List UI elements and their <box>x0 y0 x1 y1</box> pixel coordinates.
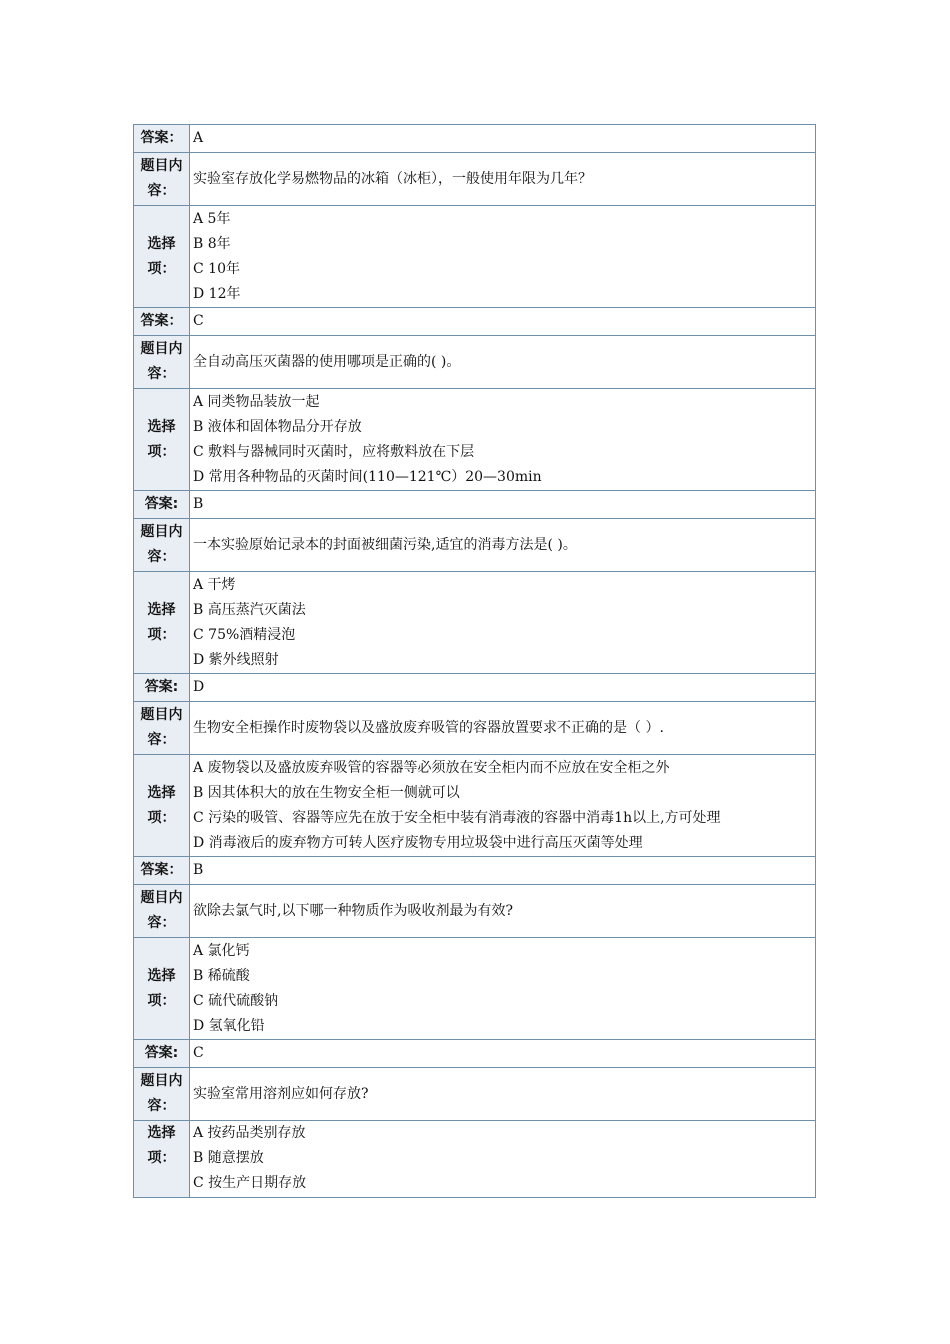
option-item: D 常用各种物品的灭菌时间(110—121℃）20—30min <box>193 468 542 485</box>
answer-row <box>134 674 816 702</box>
question-row <box>134 702 816 755</box>
question-table <box>133 124 816 1198</box>
options-row <box>134 938 816 1040</box>
question-text: 生物安全柜操作时废物袋以及盛放废弃吸管的容器放置要求不正确的是（ ）. <box>190 702 816 755</box>
answer-value: B <box>190 857 816 885</box>
options-label: 选择项： <box>134 206 190 308</box>
option-item: C 按生产日期存放 <box>193 1175 307 1191</box>
options-row <box>134 1121 816 1198</box>
question-label: 题目内容： <box>134 702 190 755</box>
option-item: D 氢氧化铅 <box>193 1017 265 1034</box>
question-row <box>134 153 816 206</box>
answer-row <box>134 1040 816 1068</box>
option-item: A 废物袋以及盛放废弃吸管的容器等必须放在安全柜内而不应放在安全柜之外 <box>193 759 670 776</box>
option-item: C 污染的吸管、容器等应先在放于安全柜中装有消毒液的容器中消毒1h以上,方可处理 <box>193 809 721 826</box>
option-item: B 8年 <box>193 235 231 252</box>
answer-label: 答案： <box>134 125 190 153</box>
answer-row <box>134 125 816 153</box>
options-row <box>134 755 816 857</box>
options-label: 选择项： <box>134 572 190 674</box>
answer-label: 答案: <box>134 1040 190 1068</box>
option-item: A 按药品类别存放 <box>193 1125 306 1141</box>
options-label: 选择项： <box>134 1121 190 1198</box>
option-item: A 氯化钙 <box>193 942 250 959</box>
answer-row <box>134 857 816 885</box>
question-label: 题目内容： <box>134 153 190 206</box>
answer-label: 答案: <box>134 491 190 519</box>
option-item: D 消毒液后的废弃物方可转人医疗废物专用垃圾袋中进行高压灭菌等处理 <box>193 834 643 851</box>
option-item: B 因其体积大的放在生物安全柜一侧就可以 <box>193 784 460 801</box>
option-item: B 随意摆放 <box>193 1150 264 1166</box>
options-list <box>190 206 816 308</box>
option-item: B 高压蒸汽灭菌法 <box>193 601 306 618</box>
option-item: A 同类物品装放一起 <box>193 393 320 410</box>
option-item: B 稀硫酸 <box>193 967 250 984</box>
option-item: D 12年 <box>193 285 241 302</box>
option-item: C 10年 <box>193 260 240 277</box>
answer-row <box>134 308 816 336</box>
answer-value: C <box>190 1040 816 1068</box>
options-list <box>190 572 816 674</box>
option-item: C 敷料与器械同时灭菌时，应将敷料放在下层 <box>193 443 475 460</box>
question-label: 题目内容： <box>134 519 190 572</box>
option-item: C 硫代硫酸钠 <box>193 992 279 1009</box>
question-row <box>134 1068 816 1121</box>
options-list <box>190 938 816 1040</box>
question-text: 实验室存放化学易燃物品的冰箱（冰柜），一般使用年限为几年？ <box>190 153 816 206</box>
question-label: 题目内容： <box>134 336 190 389</box>
answer-value: D <box>190 674 816 702</box>
option-item: B 液体和固体物品分开存放 <box>193 418 362 435</box>
options-label: 选择项： <box>134 938 190 1040</box>
answer-value: C <box>190 308 816 336</box>
option-item: A 干烤 <box>193 576 236 593</box>
question-label: 题目内容： <box>134 1068 190 1121</box>
question-row <box>134 519 816 572</box>
question-row <box>134 885 816 938</box>
question-label: 题目内容： <box>134 885 190 938</box>
answer-value: B <box>190 491 816 519</box>
option-item: C 75%酒精浸泡 <box>193 626 296 643</box>
options-row <box>134 572 816 674</box>
answer-row <box>134 491 816 519</box>
options-list <box>190 755 816 857</box>
answer-label: 答案： <box>134 308 190 336</box>
answer-value: A <box>190 125 816 153</box>
options-list <box>190 1121 816 1198</box>
options-list <box>190 389 816 491</box>
answer-label: 答案： <box>134 857 190 885</box>
answer-label: 答案: <box>134 674 190 702</box>
options-row <box>134 389 816 491</box>
question-text: 实验室常用溶剂应如何存放? <box>190 1068 816 1121</box>
options-label: 选择项： <box>134 755 190 857</box>
question-row <box>134 336 816 389</box>
option-item: D 紫外线照射 <box>193 651 279 668</box>
option-item: A 5年 <box>193 210 231 227</box>
question-text: 一本实验原始记录本的封面被细菌污染,适宜的消毒方法是( )。 <box>190 519 816 572</box>
options-label: 选择项： <box>134 389 190 491</box>
options-row <box>134 206 816 308</box>
question-text: 全自动高压灭菌器的使用哪项是正确的( )。 <box>190 336 816 389</box>
question-text: 欲除去氯气时,以下哪一种物质作为吸收剂最为有效? <box>190 885 816 938</box>
